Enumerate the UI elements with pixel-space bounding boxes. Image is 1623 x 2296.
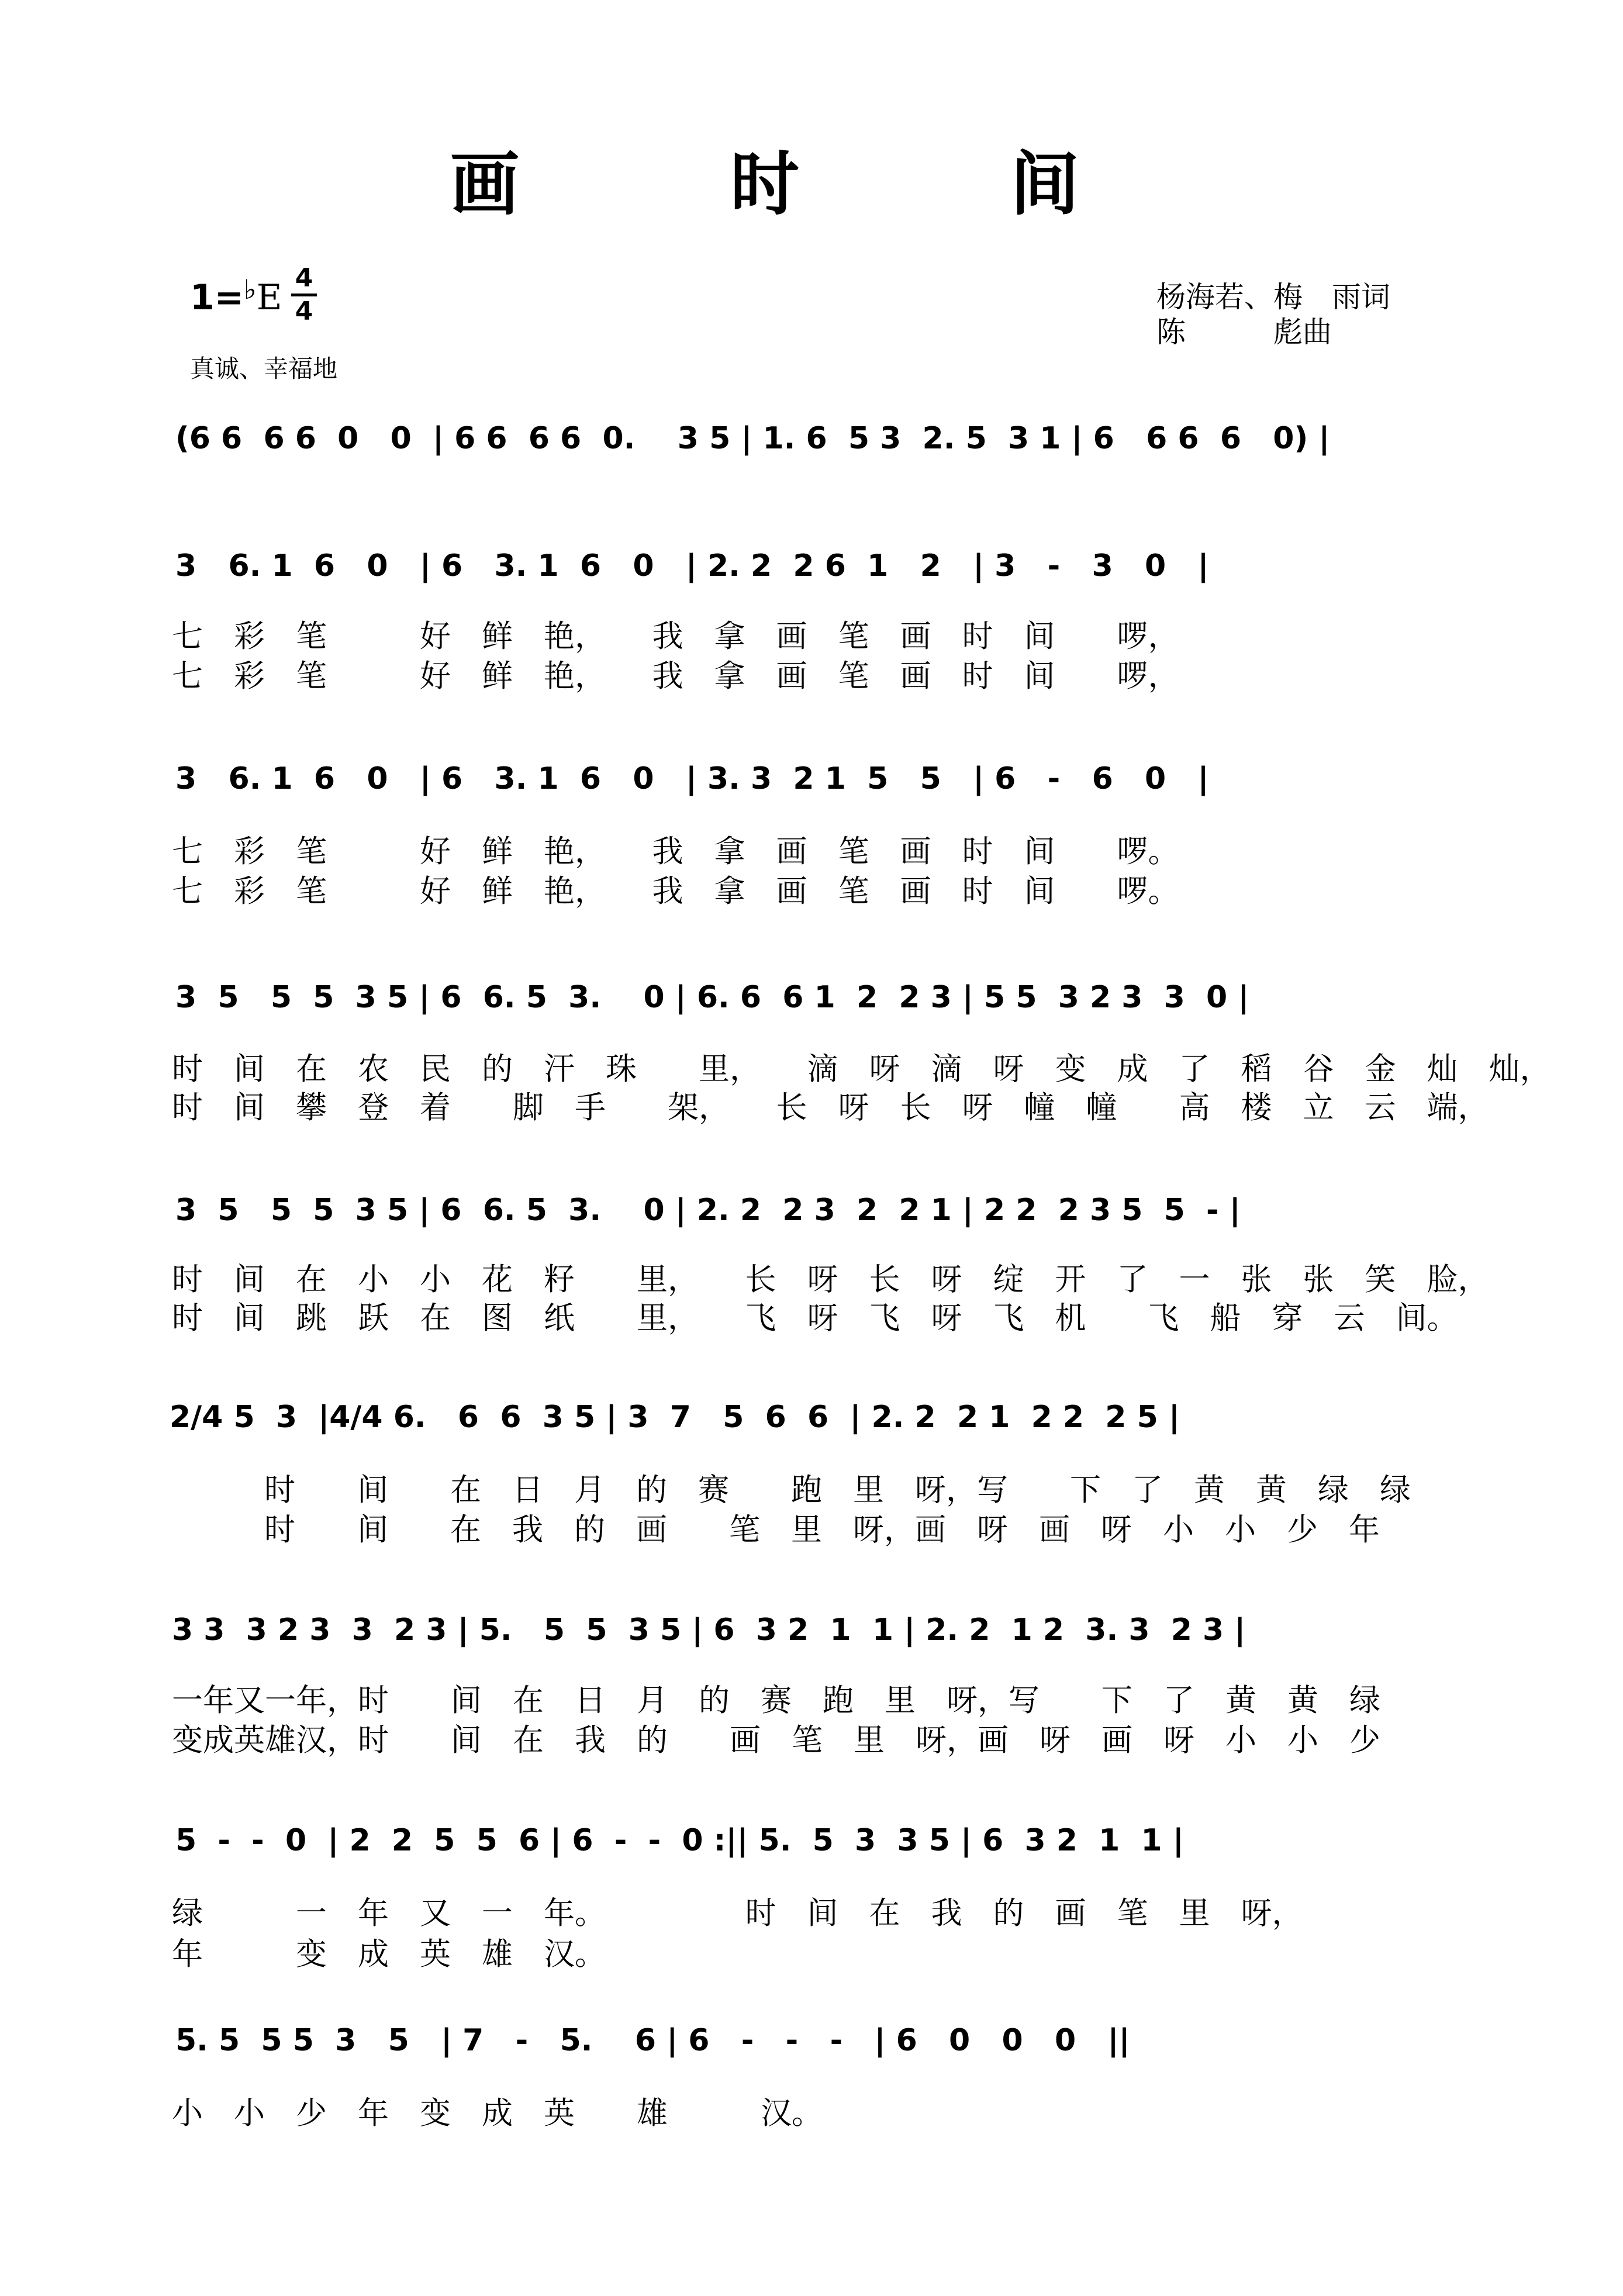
- notation-line-4: 3 5 5 5 3 5 | 6 6. 5 3. 0 | 6. 6 6 1 2 2 3 | 5 5 3 2 3 3 0 |: [175, 980, 1249, 1015]
- song-title: 画 时 间: [450, 143, 1173, 225]
- time-signature-bottom: 4: [295, 296, 313, 326]
- lyric-line-8a: 绿 一 年 又 一 年。 时 间 在 我 的 画 笔 里 呀，: [172, 1896, 1303, 1931]
- notation-line-6: 2/4 5 3 |4/4 6. 6 6 3 5 | 3 7 5 6 6 | 2. 2 2 1 2 2 2 5 |: [170, 1400, 1180, 1435]
- lyric-line-4b: 时 间 攀 登 着 脚 手 架， 长 呀 长 呀 幢 幢 高 楼 立 云 端，: [172, 1090, 1489, 1125]
- notation-line-5: 3 5 5 5 3 5 | 6 6. 5 3. 0 | 2. 2 2 3 2 2 1 | 2 2 2 3 5 5 - |: [175, 1193, 1241, 1228]
- composer-credit: 陈 彪曲: [1156, 315, 1332, 349]
- lyric-line-7a: 一年又一年，时 间 在 日 月 的 赛 跑 里 呀，写 下 了 黄 黄 绿: [172, 1683, 1380, 1718]
- notation-line-2: 3 6. 1 6 0 | 6 3. 1 6 0 | 2. 2 2 6 1 2 | 3 - 3 0 |: [175, 548, 1209, 584]
- lyric-line-6b: 时 间 在 我 的 画 笔 里 呀，画 呀 画 呀 小 小 少 年: [264, 1512, 1380, 1548]
- lyric-line-5b: 时 间 跳 跃 在 图 纸 里， 飞 呀 飞 呀 飞 机 飞 船 穿 云 间。: [172, 1300, 1458, 1336]
- lyric-line-2a: 七 彩 笔 好 鲜 艳， 我 拿 画 笔 画 时 间 啰，: [172, 619, 1179, 654]
- time-signature: [291, 264, 317, 326]
- notation-line-7: 3 3 3 2 3 3 2 3 | 5. 5 5 3 5 | 6 3 2 1 1 | 2. 2 1 2 3. 3 2 3 |: [172, 1613, 1246, 1648]
- lyric-line-2b: 七 彩 笔 好 鲜 艳， 我 拿 画 笔 画 时 间 啰，: [172, 658, 1179, 694]
- key-note: E: [256, 277, 282, 318]
- lyric-line-4a: 时 间 在 农 民 的 汗 珠 里， 滴 呀 滴 呀 变 成 了 稻 谷 金 灿 灿，: [172, 1051, 1551, 1087]
- credits: [1156, 279, 1390, 350]
- lyric-line-6a: 时 间 在 日 月 的 赛 跑 里 呀，写 下 了 黄 黄 绿 绿: [264, 1472, 1411, 1508]
- lyricist-credit: 杨海若、梅 雨词: [1156, 280, 1390, 314]
- lyric-line-3a: 七 彩 笔 好 鲜 艳， 我 拿 画 笔 画 时 间 啰。: [172, 834, 1179, 869]
- lyric-line-8b: 年 变 成 英 雄 汉。: [172, 1936, 606, 1972]
- notation-line-9: 5. 5 5 5 3 5 | 7 - 5. 6 | 6 - - - | 6 0 0 0 ||: [175, 2023, 1130, 2058]
- notation-line-1: (6 6 6 6 0 0 | 6 6 6 6 0. 3 5 | 1. 6 5 3 2. 5 3 1 | 6 6 6 6 0) |: [175, 421, 1330, 456]
- key-prefix: 1=: [190, 277, 244, 318]
- time-signature-top: 4: [295, 263, 313, 293]
- expression-marking: 真诚、幸福地: [190, 354, 338, 383]
- notation-line-3: 3 6. 1 6 0 | 6 3. 1 6 0 | 3. 3 2 1 5 5 | 6 - 6 0 |: [175, 761, 1209, 796]
- lyric-line-7b: 变成英雄汉，时 间 在 我 的 画 笔 里 呀，画 呀 画 呀 小 小 少: [172, 1722, 1380, 1758]
- flat-sign: ♭: [244, 274, 257, 305]
- lyric-line-9a: 小 小 少 年 变 成 英 雄 汉。: [172, 2095, 823, 2131]
- notation-line-8: 5 - - 0 | 2 2 5 5 6 | 6 - - 0 :|| 5. 5 3 3 5 | 6 3 2 1 1 |: [175, 1823, 1184, 1858]
- lyric-line-3b: 七 彩 笔 好 鲜 艳， 我 拿 画 笔 画 时 间 啰。: [172, 873, 1179, 909]
- key-signature: [190, 274, 282, 318]
- lyric-line-5a: 时 间 在 小 小 花 籽 里， 长 呀 长 呀 绽 开 了 一 张 张 笑 脸，: [172, 1262, 1489, 1297]
